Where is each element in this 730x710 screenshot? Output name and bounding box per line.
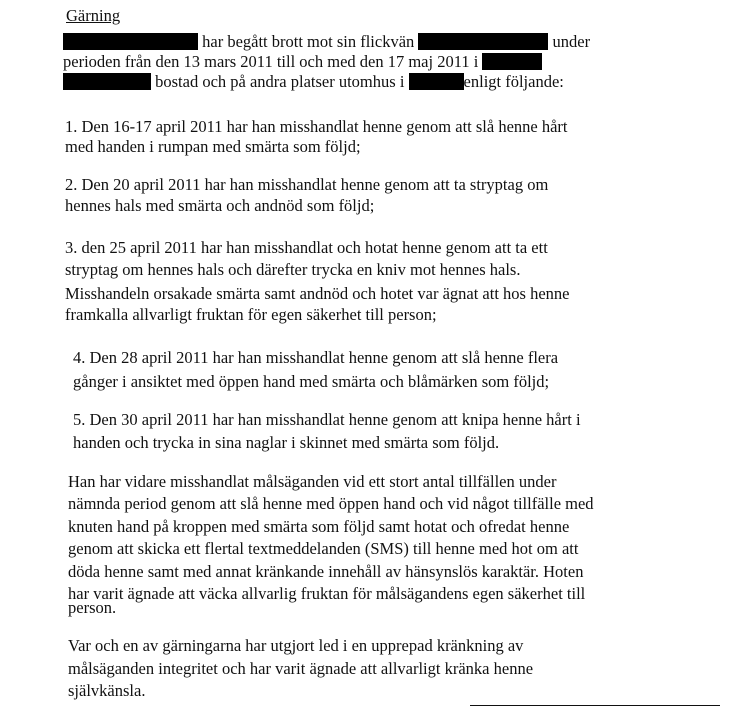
paragraph-2-line: Var och en av gärningarna har utgjort led i en upprepad kränkning av xyxy=(68,636,524,655)
item-4-line: 4. Den 28 april 2011 har han misshandlat henne genom att slå henne flera xyxy=(73,348,559,367)
intro-line-3 xyxy=(63,72,564,92)
paragraph-2-line: målsäganden integritet och har varit ägnade att allvarligt kränka henne xyxy=(68,659,534,678)
item-5-line: 5. Den 30 april 2011 har han misshandlat henne genom att knipa henne hårt i xyxy=(73,410,581,429)
page-title: Gärning xyxy=(66,6,121,25)
redaction-box xyxy=(63,73,151,90)
item-5-line: handen och trycka in sina naglar i skinnet med smärta som följd. xyxy=(73,433,500,452)
item-3-line: 3. den 25 april 2011 har han misshandlat och hotat henne genom att ta ett xyxy=(65,238,548,257)
paragraph-1-line: nämnda period genom att slå henne med öppen hand och vid något tillfälle med xyxy=(68,494,594,513)
paragraph-2-line: självkänsla. xyxy=(68,681,146,700)
item-1-line: med handen i rumpan med smärta som följd; xyxy=(65,137,361,156)
paragraph-1-line: knuten hand på kroppen med smärta som följd samt hotat och ofredat henne xyxy=(68,517,570,536)
intro-text: perioden från den 13 mars 2011 till och med den 17 maj 2011 i xyxy=(63,52,479,71)
intro-text: har begått brott mot sin flickvän xyxy=(202,32,415,51)
redaction-box xyxy=(418,33,548,50)
intro-line-1 xyxy=(63,32,590,52)
paragraph-1-line: har varit ägnade att väcka allvarlig fruktan för målsägandens egen säkerhet till xyxy=(68,584,586,603)
item-3-line: stryptag om hennes hals och därefter trycka en kniv mot hennes hals. xyxy=(65,260,521,279)
redaction-box xyxy=(63,33,198,50)
item-3-line: Misshandeln orsakade smärta samt andnöd och hotet var ägnat att hos henne xyxy=(65,284,570,303)
paragraph-1-line: Han har vidare misshandlat målsäganden vid ett stort antal tillfällen under xyxy=(68,472,557,491)
redaction-box xyxy=(409,73,464,90)
intro-line-2 xyxy=(63,52,542,72)
item-2-line: 2. Den 20 april 2011 har han misshandlat henne genom att ta stryptag om xyxy=(65,175,549,194)
intro-text: enligt följande: xyxy=(463,72,564,91)
item-1-line: 1. Den 16-17 april 2011 har han misshandlat henne genom att slå henne hårt xyxy=(65,117,568,136)
paragraph-1-line: person. xyxy=(68,598,117,617)
intro-text: under xyxy=(552,32,591,51)
bottom-rule xyxy=(470,705,720,706)
item-3-line: framkalla allvarligt fruktan för egen säkerhet till person; xyxy=(65,305,437,324)
paragraph-1-line: döda henne samt med annat kränkande innehåll av hänsynslös karaktär. Hoten xyxy=(68,562,584,581)
paragraph-1-line: genom att skicka ett flertal textmeddelanden (SMS) till henne med hot om att xyxy=(68,539,579,558)
item-2-line: hennes hals med smärta och andnöd som följd; xyxy=(65,196,375,215)
item-4-line: gånger i ansiktet med öppen hand med smärta och blåmärken som följd; xyxy=(73,372,550,391)
redaction-box xyxy=(482,53,542,70)
intro-text: bostad och på andra platser utomhus i xyxy=(155,72,405,91)
